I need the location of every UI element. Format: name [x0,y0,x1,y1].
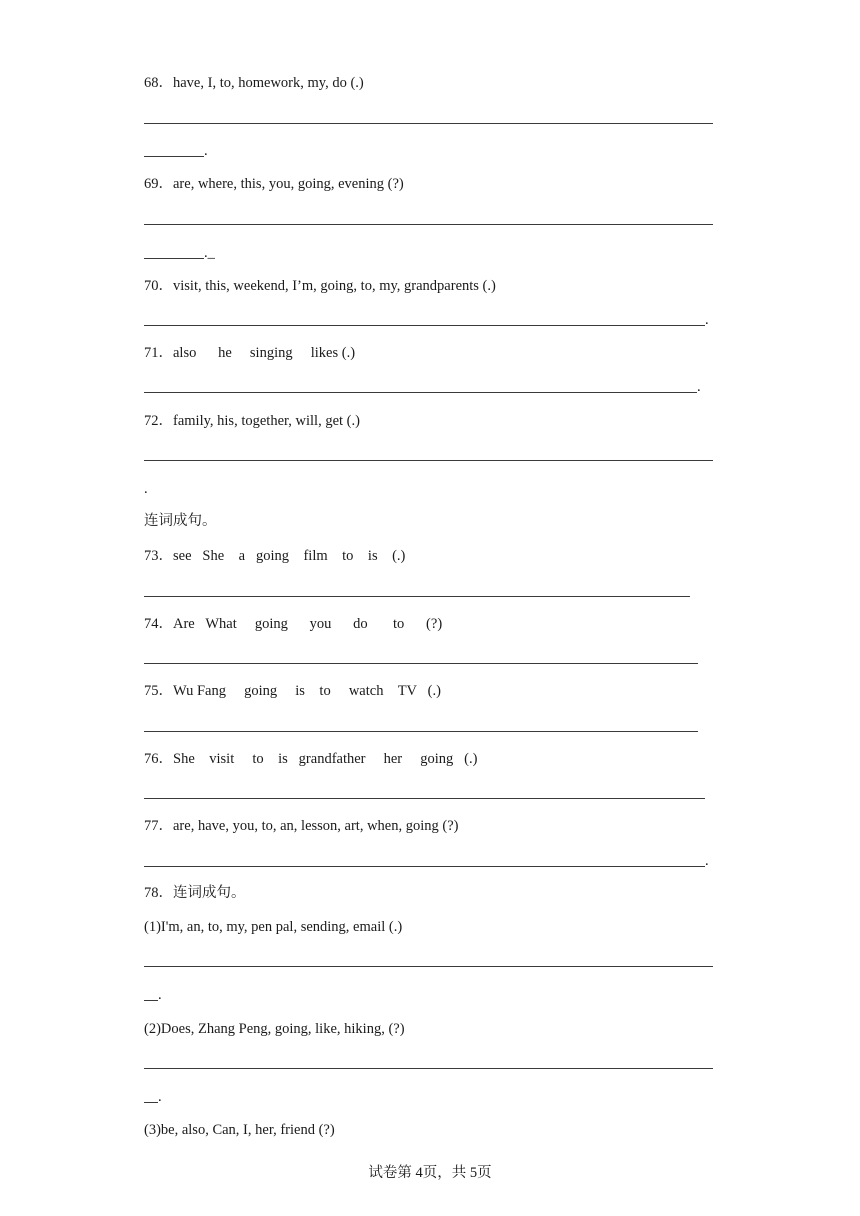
question-72: 72．family, his, together, will, get (.) [144,413,360,429]
answer-tail: ._ [204,245,215,261]
answer-tail: . [204,143,208,159]
answer-line[interactable] [144,798,705,799]
answer-line-short[interactable] [144,258,204,259]
answer-line[interactable] [144,392,697,393]
answer-line[interactable] [144,224,713,225]
answer-line[interactable] [144,731,698,732]
answer-tail: . [158,987,162,1003]
answer-line[interactable] [144,663,698,664]
question-78-part-2: (2)Does, Zhang Peng, going, like, hiking, (?) [144,1021,405,1037]
question-78: 78．连词成句。 [144,885,246,901]
section-heading: 连词成句。 [144,513,217,529]
question-78-part-1: (1)I'm, an, to, my, pen pal, sending, email (.) [144,919,403,935]
answer-line[interactable] [144,596,690,597]
answer-line[interactable] [144,123,713,124]
page-footer: 试卷第 4页，共 5页 [368,1165,492,1181]
answer-line[interactable] [144,460,713,461]
answer-tail: . [144,481,148,497]
question-70: 70．visit, this, weekend, I’m, going, to, my, grandparents (.) [144,278,496,294]
answer-line-short[interactable] [144,156,204,157]
question-76: 76．She visit to is grandfather her going (.) [144,751,478,767]
answer-line[interactable] [144,1068,713,1069]
question-71: 71．also he singing likes (.) [144,345,356,361]
question-69: 69．are, where, this, you, going, evening (?) [144,176,404,192]
answer-tail: . [697,379,701,395]
answer-line-short[interactable] [144,1102,158,1103]
answer-tail: . [705,312,709,328]
answer-line[interactable] [144,966,713,967]
answer-tail: . [705,853,709,869]
question-68: 68．have, I, to, homework, my, do (.) [144,75,364,91]
answer-tail: . [158,1089,162,1105]
question-77: 77．are, have, you, to, an, lesson, art, when, going (?) [144,818,459,834]
question-73: 73．see She a going film to is (.) [144,548,406,564]
answer-line[interactable] [144,866,705,867]
answer-line-short[interactable] [144,1000,158,1001]
answer-line[interactable] [144,325,705,326]
question-78-part-3: (3)be, also, Can, I, her, friend (?) [144,1122,335,1138]
question-75: 75．Wu Fang going is to watch TV (.) [144,683,441,699]
question-74: 74．Are What going you do to (?) [144,616,443,632]
